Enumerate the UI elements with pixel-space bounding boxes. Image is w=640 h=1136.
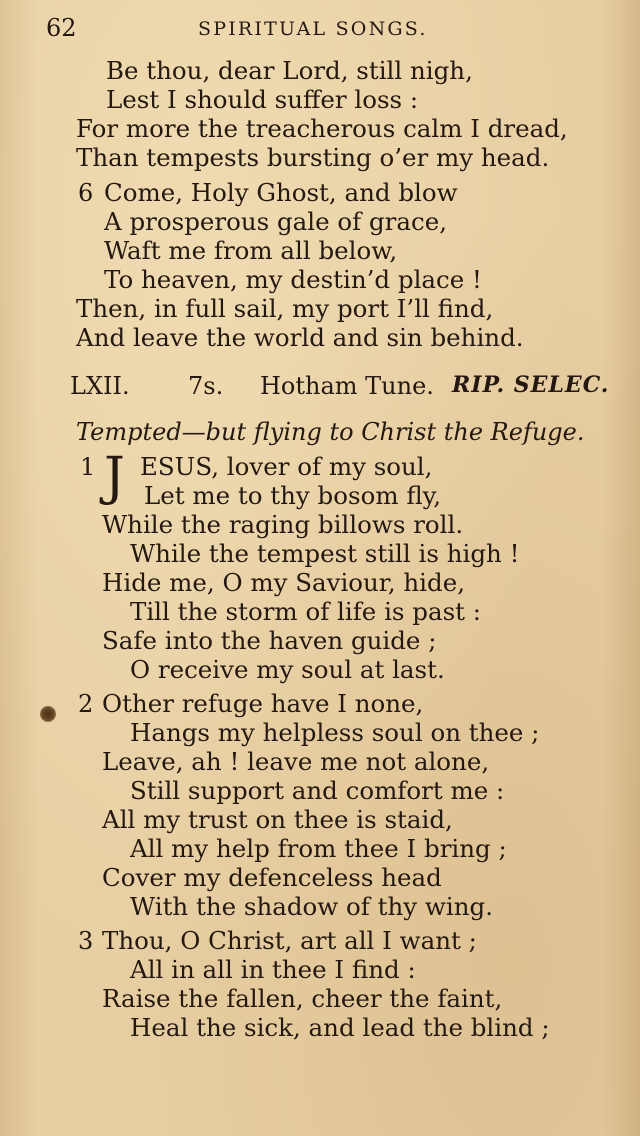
verse-line: A prosperous gale of grace,	[104, 207, 448, 236]
verse-line: Still support and comfort me :	[130, 776, 505, 805]
verse-line: Till the storm of life is past :	[130, 597, 482, 626]
verse-line: And leave the world and sin behind.	[76, 323, 524, 352]
verse-line: Leave, ah ! leave me not alone,	[102, 747, 490, 776]
hymn-number: LXII.	[70, 372, 130, 400]
verse-line: Heal the sick, and lead the blind ;	[130, 1013, 550, 1042]
hymn-meter: 7s.	[188, 372, 224, 400]
verse-line: Safe into the haven guide ;	[102, 626, 437, 655]
hymn-heading	[70, 372, 620, 404]
verse-line: Waft me from all below,	[104, 236, 398, 265]
page-number: 62	[46, 14, 77, 42]
hymn-subtitle: Tempted—but flying to Christ the Refuge.	[76, 418, 585, 446]
verse-line: To heaven, my destin’d place !	[104, 265, 482, 294]
verse-line: ESUS, lover of my soul,	[140, 452, 433, 481]
verse-line: Hide me, O my Saviour, hide,	[102, 568, 465, 597]
drop-cap: J	[104, 447, 125, 507]
verse-number: 2	[78, 690, 94, 718]
ink-blot	[40, 706, 56, 722]
verse-line: Cover my defenceless head	[102, 863, 442, 892]
hymn-tune: Hotham Tune.	[260, 372, 434, 400]
verse-line: Then, in full sail, my port I’ll find,	[76, 294, 494, 323]
verse-line: While the raging billows roll.	[102, 510, 464, 539]
verse-line: Raise the fallen, cheer the faint,	[102, 984, 503, 1013]
verse-line: Other refuge have I none,	[102, 689, 424, 718]
verse-line: All my trust on thee is staid,	[102, 805, 453, 834]
hymn-source: RIP. SELEC.	[452, 372, 610, 398]
verse-number: 1	[80, 453, 96, 481]
verse-line: Come, Holy Ghost, and blow	[104, 178, 458, 207]
verse-line: Let me to thy bosom fly,	[144, 481, 442, 510]
verse-number: 3	[78, 927, 94, 955]
verse-line: Hangs my helpless soul on thee ;	[130, 718, 540, 747]
page-header	[46, 14, 606, 48]
verse-line: Thou, O Christ, art all I want ;	[102, 926, 477, 955]
verse-line: For more the treacherous calm I dread,	[76, 114, 568, 143]
running-title: SPIRITUAL SONGS.	[198, 18, 428, 40]
verse-line: While the tempest still is high !	[130, 539, 520, 568]
verse-line: All in all in thee I find :	[130, 955, 416, 984]
verse-number: 6	[78, 179, 94, 207]
verse-line: O receive my soul at last.	[130, 655, 445, 684]
verse-line: Be thou, dear Lord, still nigh,	[106, 56, 473, 85]
verse-line: All my help from thee I bring ;	[130, 834, 507, 863]
verse-line: Than tempests bursting o’er my head.	[76, 143, 550, 172]
verse-line: Lest I should suffer loss :	[106, 85, 419, 114]
verse-line: With the shadow of thy wing.	[130, 892, 493, 921]
